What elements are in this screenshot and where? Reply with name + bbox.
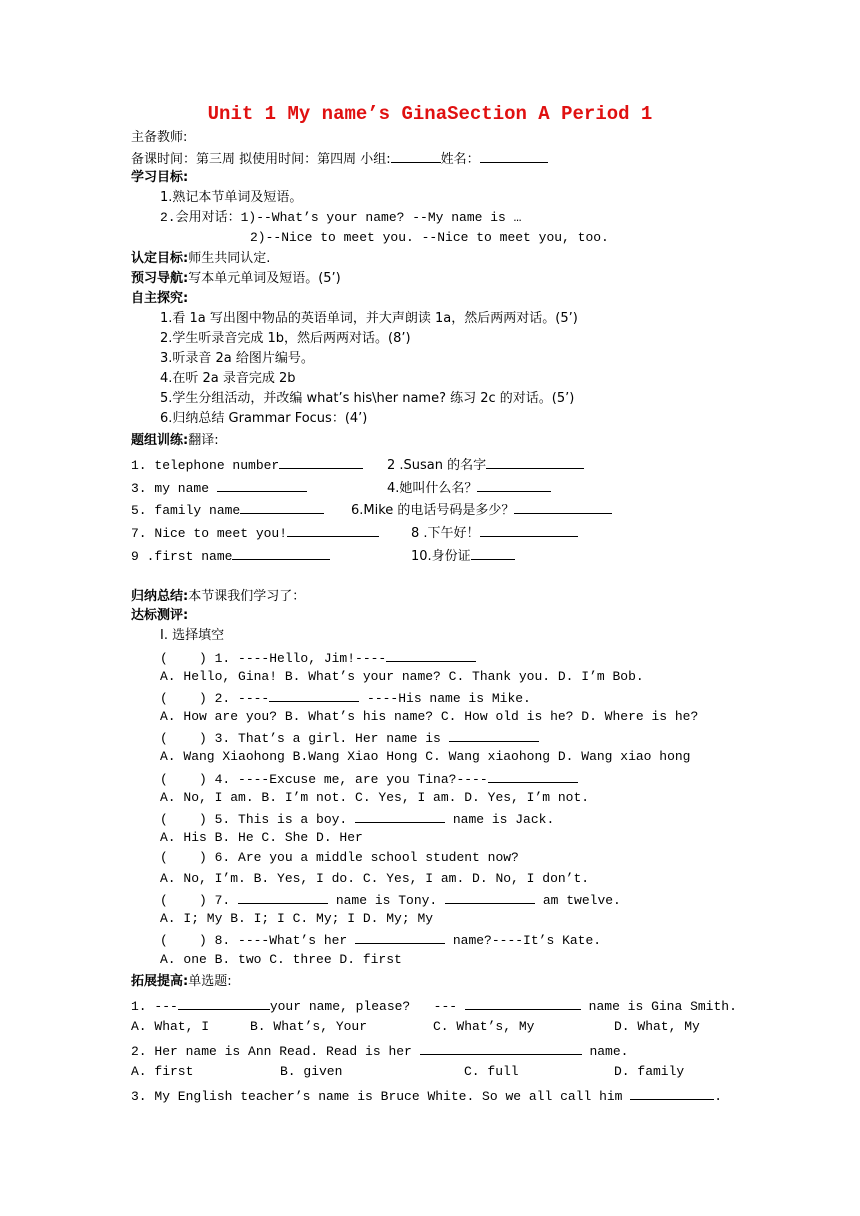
answer-blank[interactable] — [232, 547, 330, 560]
question-line — [160, 729, 539, 747]
question-line — [160, 891, 621, 909]
translate-item — [387, 456, 584, 474]
answer-blank[interactable] — [420, 1042, 582, 1055]
options-line: A. No, I’m. B. Yes, I do. C. Yes, I am. D. No, I don’t. — [160, 871, 590, 886]
translate-item — [131, 547, 330, 565]
test-section: I. 选择填空 — [160, 628, 225, 643]
translate-item — [351, 501, 612, 519]
answer-blank[interactable] — [471, 547, 515, 560]
translate-label: 翻译: — [188, 433, 219, 448]
question-text: ( ) 5. This is a boy. — [160, 812, 356, 827]
explore-item: 2.学生听录音完成 1b，然后两两对话。(8’) — [160, 331, 411, 346]
answer-blank[interactable] — [449, 729, 539, 742]
option: C. What’s, My — [433, 1019, 535, 1034]
translate-item — [387, 479, 551, 497]
question-line: ( ) 6. Are you a middle school student now? — [160, 850, 519, 865]
group-blank[interactable] — [391, 150, 441, 163]
translate-text: 8 .下午好！ — [411, 526, 480, 541]
question-text: 1. --- — [131, 999, 178, 1014]
answer-blank[interactable] — [486, 456, 584, 469]
question-text: ( ) 8. ----What’s her — [160, 933, 356, 948]
option: D. family — [614, 1064, 685, 1079]
question-line — [160, 931, 601, 949]
test-heading: 达标测评: — [131, 608, 189, 623]
options-line: A. No, I am. B. I’m not. C. Yes, I am. D. Yes, I’m not. — [160, 790, 590, 805]
translate-text: 7. Nice to meet you! — [131, 526, 288, 541]
extend-line — [131, 974, 232, 990]
option: D. What, My — [614, 1019, 700, 1034]
explore-item: 5.学生分组活动，并改编 what’s his\her name? 练习 2c 的对话。(5’) — [160, 391, 575, 406]
options-line: A. How are you? B. What’s his name? C. How old is he? D. Where is he? — [160, 709, 699, 724]
question-text: name is Gina Smith. — [580, 999, 737, 1014]
question-text: 2. Her name is Ann Read. Read is her — [131, 1044, 420, 1059]
question-line — [131, 997, 737, 1015]
options-line: A. His B. He C. She D. Her — [160, 830, 363, 845]
confirm-heading: 认定目标: — [131, 251, 189, 266]
confirm-line — [131, 251, 270, 267]
answer-blank[interactable] — [355, 931, 445, 944]
answer-blank[interactable] — [355, 810, 445, 823]
confirm-text: 师生共同认定. — [188, 251, 271, 266]
question-text: ----His name is Mike. — [359, 691, 531, 706]
answer-blank[interactable] — [480, 524, 578, 537]
question-text: . — [714, 1089, 723, 1104]
options-line: A. one B. two C. three D. first — [160, 952, 402, 967]
option: A. first — [131, 1064, 194, 1079]
translate-text: 4.她叫什么名？ — [387, 481, 478, 496]
explore-item: 3.听录音 2a 给图片编号。 — [160, 351, 314, 366]
name-label: 姓名： — [440, 152, 480, 167]
translate-text: 5. family name — [131, 503, 241, 518]
options-line: A. Wang Xiaohong B.Wang Xiao Hong C. Wang xiaohong D. Wang xiao hong — [160, 749, 691, 764]
goals-heading: 学习目标: — [131, 170, 189, 185]
translate-text: 2 .Susan 的名字 — [387, 458, 487, 473]
teacher-line: 主备教师: — [131, 130, 188, 145]
translate-item — [131, 456, 363, 474]
explore-item: 4.在听 2a 录音完成 2b — [160, 371, 296, 386]
question-line — [131, 1087, 722, 1105]
goal-item: 1.熟记本节单词及短语。 — [160, 190, 303, 205]
question-text: name is Jack. — [445, 812, 555, 827]
option: C. full — [464, 1064, 519, 1079]
question-text: ( ) 2. ---- — [160, 691, 270, 706]
translate-text: 6.Mike 的电话号码是多少？ — [351, 503, 515, 518]
answer-blank[interactable] — [465, 997, 581, 1010]
goal-item: 2.会用对话：1)--What’s your name? --My name is … — [160, 210, 522, 225]
translate-item — [411, 547, 515, 565]
option: A. What, I — [131, 1019, 210, 1034]
question-line — [131, 1042, 628, 1060]
translate-line — [131, 433, 219, 449]
answer-blank[interactable] — [386, 649, 476, 662]
answer-blank[interactable] — [217, 479, 307, 492]
question-text: your name, please? --- — [269, 999, 465, 1014]
answer-blank[interactable] — [178, 997, 270, 1010]
question-line — [160, 689, 531, 707]
schedule-text: 备课时间：第三周 拟使用时间：第四周 小组: — [131, 152, 391, 167]
answer-blank[interactable] — [514, 501, 612, 514]
options-line: A. I; My B. I; I C. My; I D. My; My — [160, 911, 434, 926]
answer-blank[interactable] — [240, 501, 324, 514]
explore-heading: 自主探究: — [131, 291, 189, 306]
explore-item: 1.看 1a 写出图中物品的英语单词，并大声朗读 1a，然后两两对话。(5’) — [160, 311, 578, 326]
answer-blank[interactable] — [477, 479, 551, 492]
question-line — [160, 810, 554, 828]
answer-blank[interactable] — [238, 891, 328, 904]
question-text: am twelve. — [535, 893, 621, 908]
translate-item — [131, 524, 379, 542]
translate-text: 3. my name — [131, 481, 217, 496]
explore-item: 6.归纳总结 Grammar Focus：(4’) — [160, 411, 368, 426]
question-text: ( ) 7. — [160, 893, 239, 908]
option: B. given — [280, 1064, 343, 1079]
page-title: Unit 1 My name’s GinaSection A Period 1 — [207, 103, 653, 125]
question-line — [160, 770, 578, 788]
summary-heading: 归纳总结: — [131, 589, 189, 604]
translate-item — [131, 501, 324, 519]
option: B. What’s, Your — [250, 1019, 368, 1034]
translate-text: 1. telephone number — [131, 458, 280, 473]
extend-label: 单选题: — [188, 974, 232, 989]
question-text: name?----It’s Kate. — [445, 933, 602, 948]
summary-text: 本节课我们学习了： — [188, 589, 306, 604]
question-text: ( ) 4. ----Excuse me, are you Tina?---- — [160, 772, 488, 787]
answer-blank[interactable] — [630, 1087, 714, 1100]
answer-blank[interactable] — [445, 891, 535, 904]
translate-item — [131, 479, 307, 497]
answer-blank[interactable] — [279, 456, 363, 469]
goal-item: 2)--Nice to meet you. --Nice to meet you, too. — [250, 230, 609, 245]
translate-text: 9 .first name — [131, 549, 233, 564]
answer-blank[interactable] — [488, 770, 578, 783]
answer-blank[interactable] — [269, 689, 359, 702]
extend-heading: 拓展提高: — [131, 974, 189, 989]
question-text: name. — [581, 1044, 629, 1059]
answer-blank[interactable] — [287, 524, 379, 537]
translate-text: 10.身份证 — [411, 549, 471, 564]
question-line — [160, 649, 476, 667]
schedule-line — [131, 150, 548, 168]
question-text: name is Tony. — [328, 893, 446, 908]
question-text: 3. My English teacher’s name is Bruce White. So we all call him — [131, 1089, 631, 1104]
preview-line — [131, 271, 341, 287]
name-blank[interactable] — [480, 150, 548, 163]
question-text: ( ) 1. ----Hello, Jim!---- — [160, 651, 387, 666]
translate-heading: 题组训练: — [131, 433, 189, 448]
summary-line — [131, 589, 305, 605]
translate-item — [411, 524, 578, 542]
options-line: A. Hello, Gina! B. What’s your name? C. Thank you. D. I’m Bob. — [160, 669, 644, 684]
preview-text: 写本单元单词及短语。(5’) — [188, 271, 341, 286]
question-text: ( ) 3. That’s a girl. Her name is — [160, 731, 449, 746]
preview-heading: 预习导航: — [131, 271, 189, 286]
